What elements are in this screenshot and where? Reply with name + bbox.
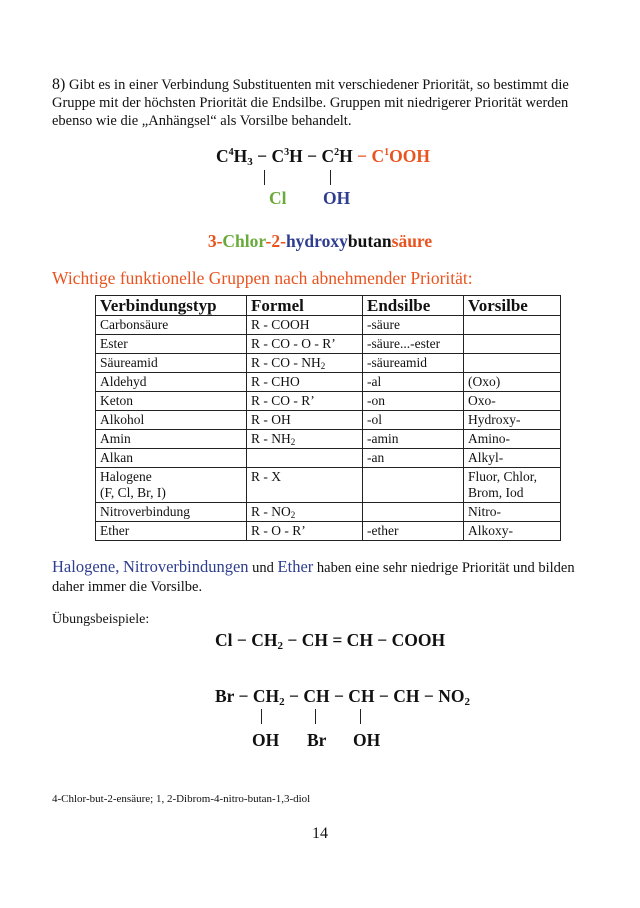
cell-prefix: Amino- <box>464 430 561 449</box>
table-header-row <box>96 296 561 316</box>
cell-type: Säureamid <box>96 354 247 373</box>
cell-suffix: -säureamid <box>363 354 464 373</box>
cell-formula: R - $NO_2$ <box>247 503 363 522</box>
bond-2: − <box>302 146 322 166</box>
table-row <box>96 430 561 449</box>
cell-prefix: Nitro- <box>464 503 561 522</box>
cell-type: Halogene (F, Cl, Br, I) <box>96 468 247 503</box>
table-row <box>96 316 561 335</box>
cell-formula: R - CO - O - R’ <box>247 335 363 354</box>
cell-type: Carbonsäure <box>96 316 247 335</box>
carbon-2: $C^2H$ <box>321 146 353 166</box>
example-formula <box>216 146 430 167</box>
bond-line-c3 <box>264 170 265 185</box>
cell-suffix: -ether <box>363 522 464 541</box>
exercise-1-formula: $Cl - CH_2$ − CH = CH − COOH <box>215 630 446 652</box>
compound-name: 3-Chlor-2-hydroxybutansäure <box>207 231 433 251</box>
cell-type: Nitroverbindung <box>96 503 247 522</box>
table-row <box>96 373 561 392</box>
cell-type: Ester <box>96 335 247 354</box>
table-row <box>96 522 561 541</box>
bond-3: − <box>352 146 372 166</box>
cell-suffix: -on <box>363 392 464 411</box>
cell-prefix <box>464 335 561 354</box>
priority-note: Halogene, Nitroverbindungen und Ether haben eine sehr niedrige Priorität und bilden daher immer die Vorsilbe. <box>52 557 575 595</box>
exercise-answers: 4-Chlor-but-2-ensäure; 1, 2-Dibrom-4-nitro-butan-1,3-diol <box>52 793 311 805</box>
table-row <box>96 392 561 411</box>
table-row <box>96 354 561 373</box>
bond-line-3 <box>360 709 361 724</box>
substituent-chlor: Cl <box>269 188 287 208</box>
table-row <box>96 335 561 354</box>
section-heading: Wichtige funktionelle Gruppen nach abnehmender Priorität: <box>52 268 473 288</box>
cell-formula <box>247 449 363 468</box>
cell-type: Amin <box>96 430 247 449</box>
cell-suffix <box>363 468 464 503</box>
cell-suffix: -al <box>363 373 464 392</box>
cell-formula: R - $NH_2$ <box>247 430 363 449</box>
substituent-br: Br <box>307 730 327 750</box>
cell-suffix: -amin <box>363 430 464 449</box>
cell-formula: R - O - R’ <box>247 522 363 541</box>
carbon-1: $C^1OOH$ <box>371 146 430 166</box>
column-header-formel: Formel <box>247 296 363 316</box>
cell-type: Alkohol <box>96 411 247 430</box>
cell-formula: R - CO - $NH_2$ <box>247 354 363 373</box>
cell-prefix: (Oxo) <box>464 373 561 392</box>
rule-number: 8) <box>52 76 66 93</box>
cell-prefix: Fluor, Chlor, Brom, Iod <box>464 468 561 503</box>
column-header-verbindungstyp: Verbindungstyp <box>96 296 247 316</box>
rule-paragraph <box>52 76 592 130</box>
cell-prefix: Hydroxy- <box>464 411 561 430</box>
substituent-oh-2: OH <box>353 730 381 750</box>
column-header-endsilbe: Endsilbe <box>363 296 464 316</box>
cell-prefix: Alkyl- <box>464 449 561 468</box>
rule-text: Gibt es in einer Verbindung Substituenten mit verschiedener Priorität, so bestimmt die Gruppe mit der höchsten Priorität die Endsilbe. Gruppen mit niedrigerer Priorität werden ebenso wie die „Anhängsel“ als Vorsilbe behandelt. <box>52 77 569 129</box>
cell-prefix: Oxo- <box>464 392 561 411</box>
bond-line-c2 <box>330 170 331 185</box>
substituent-hydroxy: OH <box>323 188 351 208</box>
cell-suffix: -an <box>363 449 464 468</box>
cell-formula: R - CO - R’ <box>247 392 363 411</box>
substituent-oh-1: OH <box>252 730 280 750</box>
cell-prefix <box>464 316 561 335</box>
cell-type: Ether <box>96 522 247 541</box>
table-row <box>96 468 561 503</box>
column-header-vorsilbe: Vorsilbe <box>464 296 561 316</box>
cell-formula: R - CHO <box>247 373 363 392</box>
page-number: 14 <box>312 825 328 842</box>
cell-formula: R - X <box>247 468 363 503</box>
table-row <box>96 503 561 522</box>
carbon-4: $C^4H_3$ <box>216 146 253 168</box>
exercise-2-formula: $Br - CH_2$ − CH − CH − CH − $NO_2$ <box>215 686 470 708</box>
cell-suffix: -säure <box>363 316 464 335</box>
cell-formula: R - COOH <box>247 316 363 335</box>
cell-formula: R - OH <box>247 411 363 430</box>
cell-prefix <box>464 354 561 373</box>
cell-type: Alkan <box>96 449 247 468</box>
cell-type: Aldehyd <box>96 373 247 392</box>
table-row <box>96 411 561 430</box>
cell-suffix <box>363 503 464 522</box>
cell-suffix: -säure...-ester <box>363 335 464 354</box>
exercises-label: Übungsbeispiele: <box>52 612 150 627</box>
cell-suffix: -ol <box>363 411 464 430</box>
bond-1: − <box>252 146 272 166</box>
bond-line-2 <box>315 709 316 724</box>
table-row <box>96 449 561 468</box>
bond-line-1 <box>261 709 262 724</box>
cell-type: Keton <box>96 392 247 411</box>
cell-prefix: Alkoxy- <box>464 522 561 541</box>
carbon-3: $C^3H$ <box>271 146 303 166</box>
functional-groups-table <box>95 295 561 541</box>
